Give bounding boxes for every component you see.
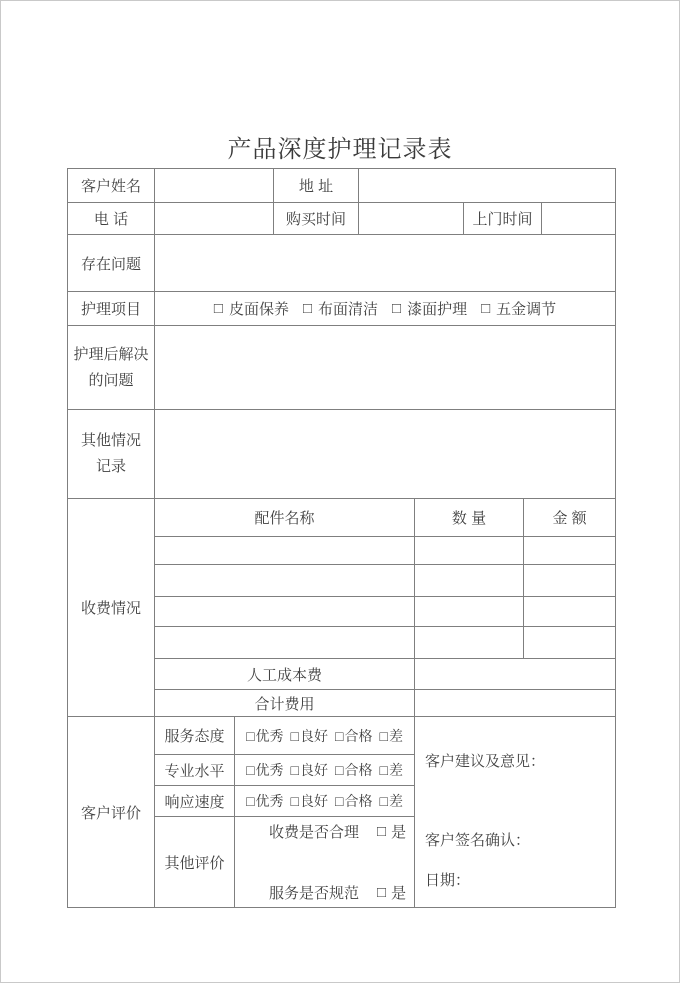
- row-charges-header: [68, 499, 616, 537]
- care-option-leather[interactable]: [214, 298, 289, 319]
- row-care-items: [68, 292, 616, 326]
- rating-option-label: 合格: [344, 762, 373, 778]
- care-option-paint[interactable]: [392, 298, 467, 319]
- care-option-label: 漆面护理: [407, 301, 468, 318]
- customer-name-label: 客户姓名: [68, 169, 155, 203]
- suggestion-label[interactable]: 客户建议及意见：: [425, 753, 546, 770]
- rating-option-pass[interactable]: [335, 726, 372, 746]
- yes-label: 是: [391, 824, 407, 841]
- checkbox-icon[interactable]: □: [246, 727, 255, 744]
- checkbox-icon[interactable]: □: [302, 300, 313, 317]
- labor-cost-input[interactable]: [415, 659, 616, 690]
- rating-option-label: 差: [388, 727, 403, 744]
- problems-input[interactable]: [155, 235, 616, 292]
- rating-option-good[interactable]: [291, 791, 328, 811]
- visit-time-label: 上门时间: [464, 203, 542, 235]
- rating-cell-response: [235, 786, 415, 817]
- rating-cell-professional: [235, 755, 415, 786]
- address-input[interactable]: [359, 169, 616, 203]
- remarks-cell: [415, 717, 616, 908]
- checkbox-icon[interactable]: □: [379, 762, 388, 778]
- charges-col-amount: 金 额: [524, 499, 616, 537]
- charges-amount-input[interactable]: [524, 565, 616, 597]
- checkbox-icon[interactable]: □: [290, 793, 299, 809]
- charges-part-input[interactable]: [155, 565, 415, 597]
- total-cost-input[interactable]: [415, 690, 616, 717]
- rating-cell-attitude: [235, 717, 415, 755]
- rating-option-good[interactable]: [291, 760, 328, 780]
- charges-col-part: 配件名称: [155, 499, 415, 537]
- checkbox-icon[interactable]: □: [290, 762, 299, 778]
- record-form-table: [67, 168, 616, 908]
- care-items-cell: [155, 292, 616, 326]
- labor-cost-label: 人工成本费: [155, 659, 415, 690]
- checkbox-icon[interactable]: □: [379, 793, 388, 809]
- checkbox-icon[interactable]: □: [392, 300, 402, 317]
- charges-col-qty: 数 量: [415, 499, 524, 537]
- row-problems: [68, 235, 616, 292]
- other-notes-label-line1: 其他情况: [80, 432, 141, 449]
- other-notes-label-line2: 记录: [95, 458, 126, 475]
- other-notes-input[interactable]: [155, 410, 616, 499]
- checkbox-icon[interactable]: □: [335, 793, 344, 809]
- rating-option-excellent[interactable]: [246, 760, 283, 780]
- charges-part-input[interactable]: [155, 627, 415, 659]
- fee-reasonable-label: 收费是否合理: [269, 824, 360, 841]
- care-items-label: 护理项目: [68, 292, 155, 326]
- purchase-time-label: 购买时间: [274, 203, 359, 235]
- charges-amount-input[interactable]: [524, 627, 616, 659]
- date-label[interactable]: 日期：: [425, 872, 471, 889]
- solved-label: [68, 326, 155, 410]
- care-option-label: 皮面保养: [228, 301, 289, 318]
- charges-qty-input[interactable]: [415, 627, 524, 659]
- charges-part-input[interactable]: [155, 597, 415, 627]
- rating-option-label: 差: [388, 793, 403, 809]
- rating-option-excellent[interactable]: [246, 791, 283, 811]
- rating-option-label: 良好: [300, 762, 328, 778]
- other-evaluation-label: 其他评价: [155, 817, 235, 908]
- care-option-label: 布面清洁: [318, 301, 379, 318]
- rating-option-label: 差: [388, 762, 403, 778]
- problems-label: 存在问题: [68, 235, 155, 292]
- rating-option-excellent[interactable]: [246, 726, 283, 746]
- checkbox-icon[interactable]: □: [246, 762, 255, 778]
- rating-option-label: 良好: [300, 793, 328, 809]
- yes-label: 是: [391, 885, 407, 902]
- checkbox-icon[interactable]: □: [379, 727, 388, 744]
- other-evaluation-cell: [235, 817, 415, 908]
- care-option-fabric[interactable]: [303, 298, 378, 319]
- other-notes-label: [68, 410, 155, 499]
- rating-option-poor[interactable]: [379, 760, 402, 780]
- total-cost-label: 合计费用: [155, 690, 415, 717]
- form-title: 产品深度护理记录表: [227, 136, 453, 163]
- criterion-attitude-label: 服务态度: [155, 717, 235, 755]
- rating-option-label: 优秀: [255, 727, 284, 744]
- rating-option-poor[interactable]: [379, 726, 402, 746]
- row-other-notes: [68, 410, 616, 499]
- rating-option-label: 优秀: [255, 762, 284, 778]
- rating-option-label: 合格: [344, 727, 373, 744]
- criterion-response-label: 响应速度: [155, 786, 235, 817]
- solved-label-line1: 护理后解决: [73, 345, 149, 363]
- charges-label: 收费情况: [68, 499, 155, 717]
- checkbox-icon[interactable]: □: [377, 823, 387, 840]
- charges-part-input[interactable]: [155, 537, 415, 565]
- rating-option-good[interactable]: [291, 726, 328, 746]
- care-option-hardware[interactable]: [481, 298, 556, 319]
- solved-label-line2: 的问题: [88, 371, 134, 389]
- charges-qty-input[interactable]: [415, 597, 524, 627]
- care-option-label: 五金调节: [496, 301, 557, 318]
- row-customer: [68, 169, 616, 203]
- checkbox-icon[interactable]: □: [335, 762, 344, 778]
- phone-input[interactable]: [155, 203, 274, 235]
- fee-reasonable-yes[interactable]: [377, 821, 406, 842]
- fee-reasonable-line: [269, 821, 414, 842]
- evaluation-label: 客户评价: [68, 717, 155, 908]
- criterion-professional-label: 专业水平: [155, 755, 235, 786]
- checkbox-icon[interactable]: □: [335, 727, 344, 744]
- charges-qty-input[interactable]: [415, 537, 524, 565]
- service-standard-line: [269, 882, 414, 903]
- signature-label[interactable]: 客户签名确认：: [425, 832, 531, 849]
- charges-amount-input[interactable]: [524, 597, 616, 627]
- purchase-time-input[interactable]: [359, 203, 464, 235]
- charges-amount-input[interactable]: [524, 537, 616, 565]
- address-label: 地 址: [274, 169, 359, 203]
- charges-qty-input[interactable]: [415, 565, 524, 597]
- checkbox-icon[interactable]: □: [481, 300, 491, 317]
- phone-label: 电 话: [68, 203, 155, 235]
- service-standard-yes[interactable]: [377, 882, 406, 903]
- checkbox-icon[interactable]: □: [377, 884, 387, 901]
- row-phone-times: [68, 203, 616, 235]
- customer-name-input[interactable]: [155, 169, 274, 203]
- row-solved: [68, 326, 616, 410]
- checkbox-icon[interactable]: □: [246, 793, 255, 809]
- row-rating-attitude: [68, 717, 616, 755]
- checkbox-icon[interactable]: □: [213, 300, 223, 317]
- rating-option-label: 合格: [344, 793, 373, 809]
- rating-option-label: 良好: [300, 727, 328, 744]
- solved-input[interactable]: [155, 326, 616, 410]
- service-standard-label: 服务是否规范: [269, 885, 360, 902]
- rating-option-label: 优秀: [255, 793, 284, 809]
- rating-option-pass[interactable]: [335, 760, 372, 780]
- rating-option-poor[interactable]: [379, 791, 402, 811]
- checkbox-icon[interactable]: □: [290, 727, 299, 744]
- visit-time-input[interactable]: [542, 203, 616, 235]
- rating-option-pass[interactable]: [335, 791, 372, 811]
